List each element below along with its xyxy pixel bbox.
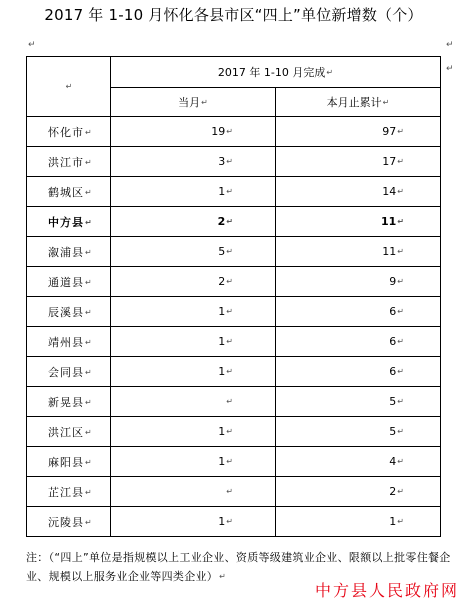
region-cell xyxy=(27,177,111,207)
paragraph-mark: ↵ xyxy=(226,247,233,256)
paragraph-mark: ↵ xyxy=(85,517,93,527)
region-name: 辰溪县 xyxy=(48,305,84,319)
month-value: 5 xyxy=(218,245,226,258)
region-name: 鹤城区 xyxy=(48,185,84,199)
table-row xyxy=(27,327,441,357)
table-row xyxy=(27,387,441,417)
cumulative-value: 11 xyxy=(382,245,397,258)
paragraph-mark: ↵ xyxy=(85,337,93,347)
paragraph-mark: ↵ xyxy=(85,217,93,227)
cumulative-cell xyxy=(276,207,441,237)
cumulative-cell xyxy=(276,327,441,357)
table-row xyxy=(27,357,441,387)
region-name: 新晃县 xyxy=(48,395,84,409)
cumulative-cell xyxy=(276,477,441,507)
month-cell xyxy=(111,177,276,207)
month-value: 1 xyxy=(218,305,226,318)
cumulative-value: 97 xyxy=(382,125,397,138)
cumulative-value: 17 xyxy=(382,155,397,168)
paragraph-mark: ↵ xyxy=(226,457,233,466)
paragraph-mark: ↵ xyxy=(85,127,93,137)
paragraph-mark: ↵ xyxy=(326,68,334,77)
cumulative-cell xyxy=(276,147,441,177)
paragraph-mark: ↵ xyxy=(85,487,93,497)
col-header-cumulative: 本月止累计 xyxy=(326,96,382,109)
region-name: 靖州县 xyxy=(48,335,84,349)
region-name: 芷江县 xyxy=(48,485,84,499)
month-cell xyxy=(111,117,276,147)
region-name: 沅陵县 xyxy=(48,515,84,529)
paragraph-mark: ↵ xyxy=(85,457,93,467)
paragraph-mark: ↵ xyxy=(85,307,93,317)
region-cell xyxy=(27,477,111,507)
header-corner-cell xyxy=(27,57,111,117)
cumulative-cell xyxy=(276,117,441,147)
region-name: 通道县 xyxy=(48,275,84,289)
paragraph-mark: ↵ xyxy=(226,397,233,406)
paragraph-mark: ↵ xyxy=(382,98,390,107)
paragraph-mark: ↵ xyxy=(446,40,454,50)
paragraph-mark: ↵ xyxy=(85,397,93,407)
table-row xyxy=(27,417,441,447)
paragraph-mark: ↵ xyxy=(85,247,93,257)
table-row xyxy=(27,267,441,297)
cumulative-value: 9 xyxy=(389,275,397,288)
paragraph-mark: ↵ xyxy=(85,157,93,167)
month-cell xyxy=(111,357,276,387)
month-value: 2 xyxy=(218,275,226,288)
region-cell xyxy=(27,267,111,297)
region-cell xyxy=(27,297,111,327)
month-cell xyxy=(111,267,276,297)
paragraph-mark: ↵ xyxy=(446,64,454,74)
cumulative-value: 6 xyxy=(389,365,397,378)
region-cell xyxy=(27,507,111,537)
table-row xyxy=(27,447,441,477)
table-row xyxy=(27,477,441,507)
cumulative-value: 5 xyxy=(389,395,397,408)
paragraph-mark: ↵ xyxy=(65,82,73,91)
region-name: 怀化市 xyxy=(48,125,84,139)
page-title: 2017 年 1-10 月怀化各县市区“四上”单位新增数（个） xyxy=(44,6,423,24)
col-header-current-month: 当月 xyxy=(178,96,201,109)
region-cell xyxy=(27,417,111,447)
region-cell xyxy=(27,327,111,357)
paragraph-mark: ↵ xyxy=(85,187,93,197)
header-group-cell xyxy=(111,57,441,88)
paragraph-mark: ↵ xyxy=(201,98,208,107)
paragraph-mark: ↵ xyxy=(226,487,233,496)
month-cell xyxy=(111,417,276,447)
table-row xyxy=(27,147,441,177)
cumulative-value: 4 xyxy=(389,455,397,468)
month-cell xyxy=(111,237,276,267)
region-name: 中方县 xyxy=(48,215,84,229)
table-row xyxy=(27,177,441,207)
paragraph-mark: ↵ xyxy=(85,277,93,287)
paragraph-mark: ↵ xyxy=(397,517,404,526)
paragraph-mark: ↵ xyxy=(397,367,404,376)
month-cell xyxy=(111,447,276,477)
paragraph-mark: ↵ xyxy=(397,187,404,196)
cumulative-value: 11 xyxy=(380,215,397,228)
paragraph-mark: ↵ xyxy=(226,127,233,136)
month-value: 19 xyxy=(211,125,226,138)
paragraph-mark: ↵ xyxy=(226,277,233,286)
cumulative-cell xyxy=(276,417,441,447)
cumulative-cell xyxy=(276,357,441,387)
watermark: 中方县人民政府网 xyxy=(314,581,459,600)
paragraph-mark: ↵ xyxy=(85,427,93,437)
paragraph-mark: ↵ xyxy=(226,367,233,376)
cumulative-value: 14 xyxy=(382,185,397,198)
header-group-label: 2017 年 1-10 月完成 xyxy=(217,66,326,79)
cumulative-cell xyxy=(276,297,441,327)
table-row xyxy=(27,297,441,327)
paragraph-mark: ↵ xyxy=(397,217,404,226)
region-cell xyxy=(27,117,111,147)
footnote: 注：（“四上”单位是指规模以上工业企业、资质等级建筑业企业、限额以上批零住餐企业、规模以上服务业企业等四类企业）↵ xyxy=(26,551,451,583)
paragraph-mark: ↵ xyxy=(219,572,227,581)
cumulative-cell xyxy=(276,237,441,267)
table-body xyxy=(27,117,441,537)
month-value: 1 xyxy=(218,455,226,468)
month-value: 1 xyxy=(218,425,226,438)
cumulative-cell xyxy=(276,507,441,537)
region-cell xyxy=(27,447,111,477)
paragraph-mark: ↵ xyxy=(226,337,233,346)
paragraph-mark: ↵ xyxy=(226,217,233,226)
cumulative-value: 1 xyxy=(389,515,397,528)
paragraph-mark: ↵ xyxy=(397,397,404,406)
cumulative-cell xyxy=(276,447,441,477)
cumulative-value: 5 xyxy=(389,425,397,438)
header-cell xyxy=(111,88,276,117)
region-cell xyxy=(27,387,111,417)
paragraph-mark: ↵ xyxy=(397,247,404,256)
region-cell xyxy=(27,237,111,267)
paragraph-mark: ↵ xyxy=(397,307,404,316)
region-name: 会同县 xyxy=(48,365,84,379)
paragraph-mark: ↵ xyxy=(397,427,404,436)
table-row xyxy=(27,117,441,147)
paragraph-mark: ↵ xyxy=(397,127,404,136)
month-cell xyxy=(111,507,276,537)
paragraph-mark: ↵ xyxy=(226,307,233,316)
region-name: 洪江区 xyxy=(48,425,84,439)
month-cell xyxy=(111,387,276,417)
month-value: 3 xyxy=(218,155,226,168)
region-cell xyxy=(27,357,111,387)
paragraph-mark: ↵ xyxy=(28,40,36,50)
region-cell xyxy=(27,147,111,177)
month-value: 1 xyxy=(218,185,226,198)
region-name: 溆浦县 xyxy=(48,245,84,259)
month-cell xyxy=(111,327,276,357)
month-value: 1 xyxy=(218,335,226,348)
paragraph-mark: ↵ xyxy=(397,457,404,466)
region-name: 麻阳县 xyxy=(48,455,84,469)
month-cell xyxy=(111,297,276,327)
table-row xyxy=(27,207,441,237)
month-value: 1 xyxy=(218,365,226,378)
month-cell xyxy=(111,147,276,177)
header-row xyxy=(27,57,441,88)
month-cell xyxy=(111,477,276,507)
paragraph-mark: ↵ xyxy=(397,337,404,346)
table-row xyxy=(27,237,441,267)
cumulative-cell xyxy=(276,177,441,207)
paragraph-mark: ↵ xyxy=(85,367,93,377)
cumulative-cell xyxy=(276,267,441,297)
cumulative-value: 6 xyxy=(389,305,397,318)
region-name: 洪江市 xyxy=(48,155,84,169)
paragraph-mark: ↵ xyxy=(226,427,233,436)
paragraph-mark: ↵ xyxy=(226,187,233,196)
cumulative-cell xyxy=(276,387,441,417)
table-row xyxy=(27,507,441,537)
paragraph-mark: ↵ xyxy=(226,517,233,526)
header-cell xyxy=(276,88,441,117)
month-value: 2 xyxy=(217,215,226,228)
region-cell xyxy=(27,207,111,237)
data-table xyxy=(26,56,441,537)
paragraph-mark: ↵ xyxy=(397,277,404,286)
paragraph-mark: ↵ xyxy=(397,157,404,166)
month-cell xyxy=(111,207,276,237)
cumulative-value: 6 xyxy=(389,335,397,348)
month-value: 1 xyxy=(218,515,226,528)
paragraph-mark: ↵ xyxy=(397,487,404,496)
paragraph-mark: ↵ xyxy=(226,157,233,166)
cumulative-value: 2 xyxy=(389,485,397,498)
